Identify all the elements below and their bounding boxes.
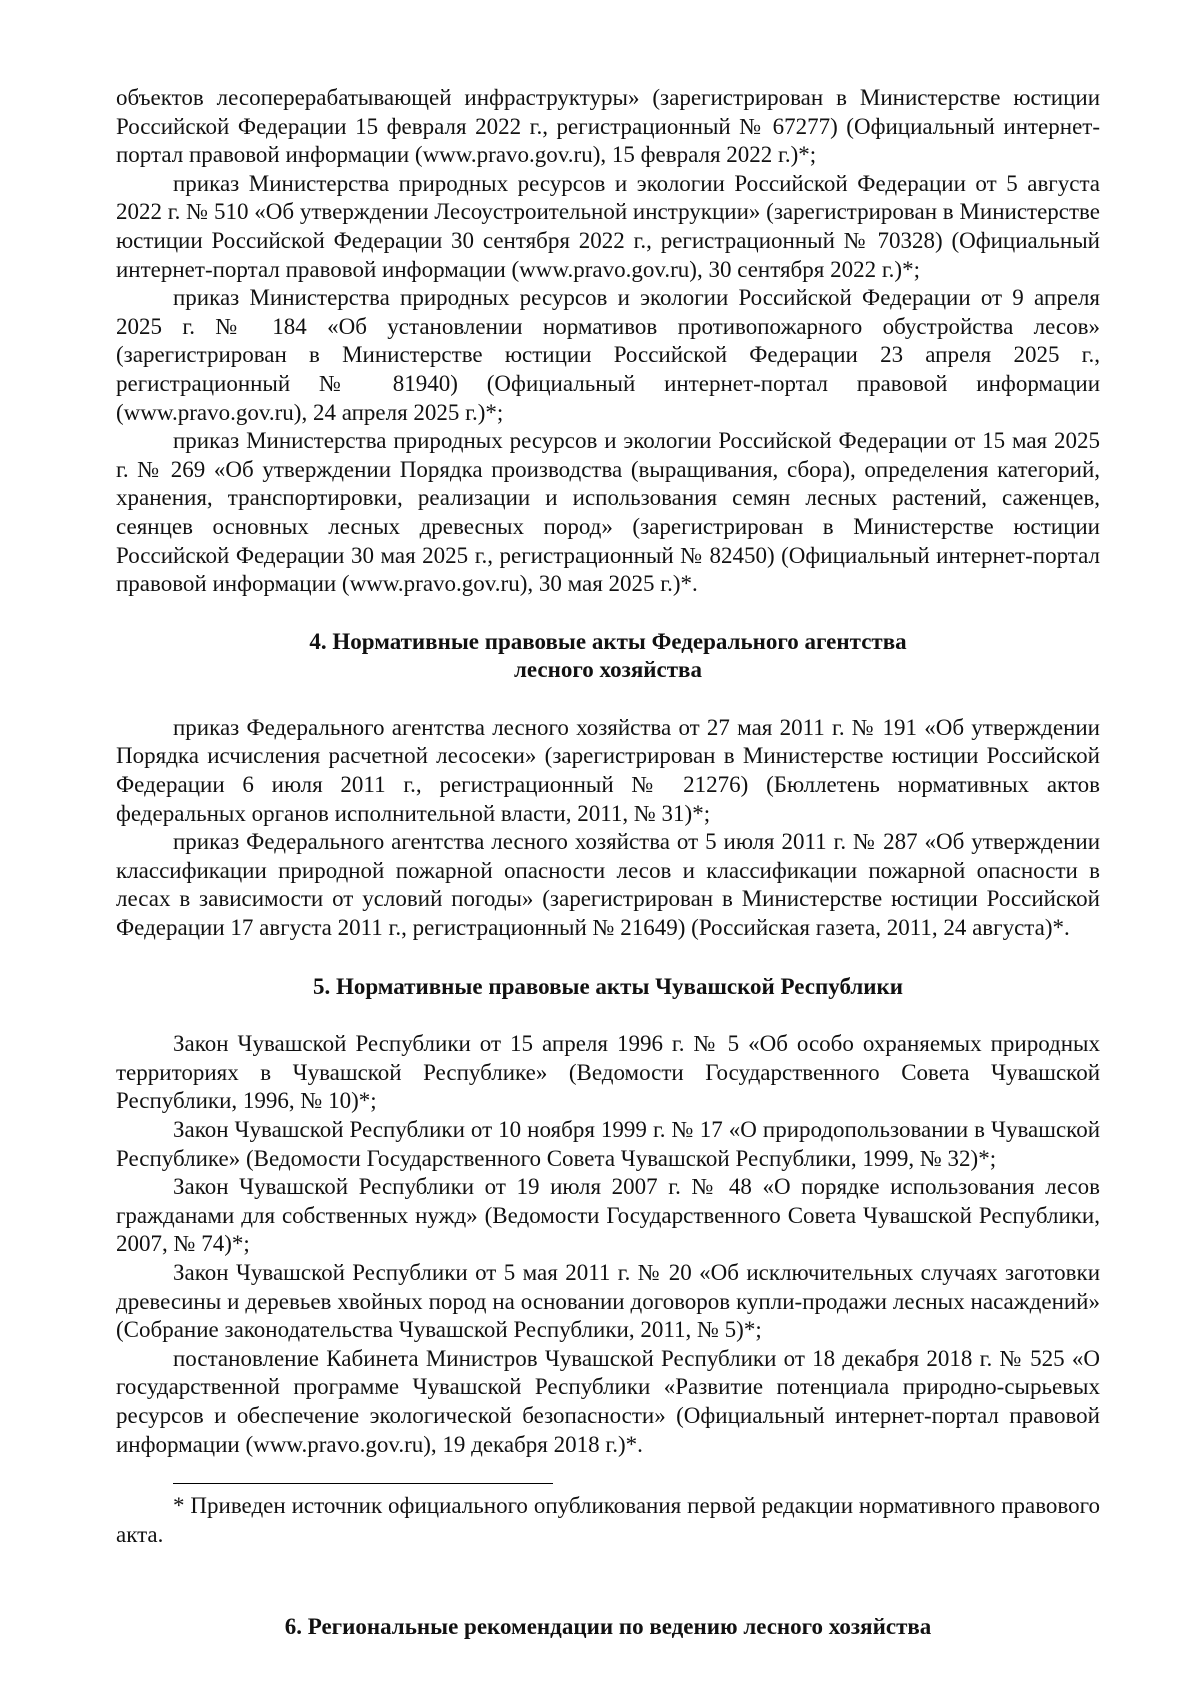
footnote: * Приведен источник официального опубликования первой редакции нормативного правового акта. [116, 1493, 1100, 1547]
section-4-heading-line-1: 4. Нормативные правовые акты Федерального агентства [309, 628, 907, 654]
section-4-paragraph-2: приказ Федерального агентства лесного хозяйства от 5 июля 2011 г. № 287 «Об утверждении классификации природной пожарной опасности лесов и классификации пожарной опасности в лесах в зависимости от условий погоды» (зарегистрирован в Министерстве юстиции Российской Федерации 17 августа 2011 г., регистрационный № 21649) (Российская газета, 2011, 24 августа)*. [116, 829, 1100, 941]
section-5-paragraph-3: Закон Чувашской Республики от 19 июля 2007 г. № 48 «О порядке использования лесов гражданами для собственных нужд» (Ведомости Государственного Совета Чувашской Республики, 2007, № 74)*; [116, 1174, 1100, 1257]
section-5-paragraph-2: Закон Чувашской Республики от 10 ноября 1999 г. № 17 «О природопользовании в Чувашской Республике» (Ведомости Государственного Совета Чувашской Республики, 1999, № 32)*; [116, 1117, 1100, 1171]
section-5-paragraph-5: постановление Кабинета Министров Чувашской Республики от 18 декабря 2018 г. № 525 «О государственной программе Чувашской Республики «Развитие потенциала природно-сырьевых ресурсов и обеспечение экологической безопасности» (Официальный интернет-портал правовой информации (www.pravo.gov.ru), 19 декабря 2018 г.)*. [116, 1345, 1100, 1457]
footnote-separator [173, 1483, 553, 1484]
mnr-order-2: приказ Министерства природных ресурсов и экологии Российской Федерации от 9 апреля 2025 г. № 184 «Об установлении нормативов противопожарного обустройства лесов» (зарегистрирован в Министерстве юстиции Российской Федерации 23 апреля 2025 г., регистрационный № 81940) (Официальный интернет-портал правовой информации (www.pravo.gov.ru), 24 апреля 2025 г.)*; [116, 285, 1100, 425]
section-4-heading-line-2: лесного хозяйства [514, 657, 702, 683]
section-4-paragraph-1: приказ Федерального агентства лесного хозяйства от 27 мая 2011 г. № 191 «Об утверждении Порядка исчисления расчетной лесосеки» (зарегистрирован в Министерстве юстиции Российской Федерации 6 июля 2011 г., регистрационный № 21276) (Бюллетень нормативных актов федеральных органов исполнительной власти, 2011, № 31)*; [116, 714, 1100, 826]
section-6-heading: 6. Региональные рекомендации по ведению лесного хозяйства [284, 1614, 932, 1640]
section-4-heading [116, 628, 1100, 685]
intro-continuation: объектов лесоперерабатывающей инфраструктуры» (зарегистрирован в Министерстве юстиции Российской Федерации 15 февраля 2022 г., регистрационный № 67277) (Официальный интернет-портал правовой информации (www.pravo.gov.ru), 15 февраля 2022 г.)*; [116, 85, 1100, 168]
section-5-paragraph-1: Закон Чувашской Республики от 15 апреля 1996 г. № 5 «Об особо охраняемых природных территориях в Чувашской Республике» (Ведомости Государственного Совета Чувашской Республики, 1996, № 10)*; [116, 1031, 1100, 1114]
mnr-order-1: приказ Министерства природных ресурсов и экологии Российской Федерации от 5 августа 2022 г. № 510 «Об утверждении Лесоустроительной инструкции» (зарегистрирован в Министерстве юстиции Российской Федерации 30 сентября 2022 г., регистрационный № 70328) (Официальный интернет-портал правовой информации (www.pravo.gov.ru), 30 сентября 2022 г.)*; [116, 170, 1100, 282]
section-5-heading: 5. Нормативные правовые акты Чувашской Республики [312, 973, 904, 999]
mnr-order-3: приказ Министерства природных ресурсов и экологии Российской Федерации от 15 мая 2025 г. № 269 «Об утверждении Порядка производства (выращивания, сбора), определения категорий, хранения, транспортировки, реализации и использования семян лесных растений, саженцев, сеянцев основных лесных древесных пород» (зарегистрирован в Министерстве юстиции Российской Федерации 30 мая 2025 г., регистрационный № 82450) (Официальный интернет-портал правовой информации (www.pravo.gov.ru), 30 мая 2025 г.)*. [116, 428, 1100, 597]
section-5-paragraph-4: Закон Чувашской Республики от 5 мая 2011 г. № 20 «Об исключительных случаях заготовки древесины и деревьев хвойных пород на основании договоров купли-продажи лесных насаждений» (Собрание законодательства Чувашской Республики, 2011, № 5)*; [116, 1259, 1100, 1343]
